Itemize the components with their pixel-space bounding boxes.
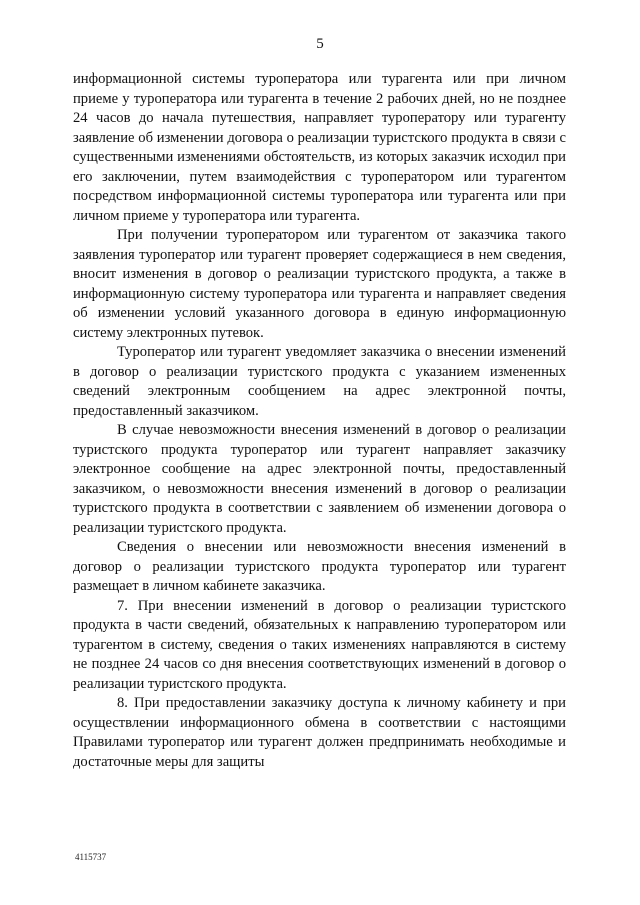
paragraph-clause-8: 8. При предоставлении заказчику доступа к личному кабинету и при осуществлении информационного обмена в соответствии с настоящими Правилами туроператор или турагент должен предпринимать необходимые и достаточные меры для защиты <box>73 695 566 770</box>
document-code: 4115737 <box>75 852 107 862</box>
paragraph-continuation: информационной системы туроператора или турагента или при личном приеме у туроператора или турагента в течение 2 рабочих дней, но не позднее 24 часов до начала путешествия, направляет туроператору или турагенту заявление об изменении договора о реализации туристского продукта в связи с существенными изменениями обстоятельств, из которых заказчик исходил при его заключении, путем взаимодействия с туроператором или турагентом посредством информационной системы туроператора или турагента или при личном приеме у туроператора или турагента. <box>73 71 566 224</box>
paragraph-impossibility: В случае невозможности внесения изменений в договор о реализации туристского продукта туроператор или турагент направляет заказчику электронное сообщение на адрес электронной почты, предоставленный заказчиком, о невозможности внесения изменений в договор о реализации туристского продукта в соответствии с заявлением об изменении договора о реализации туристского продукта. <box>73 422 566 536</box>
paragraph-personal-cabinet: Сведения о внесении или невозможности внесения изменений в договор о реализации туристского продукта туроператор или турагент размещает в личном кабинете заказчика. <box>73 539 566 594</box>
paragraph-clause-7: 7. При внесении изменений в договор о реализации туристского продукта в части сведений, обязательных к направлению туроператором или турагентом в систему, сведения о таких изменениях направляются в систему не позднее 24 часов со дня внесения соответствующих изменений в договор о реализации туристского продукта. <box>73 597 566 692</box>
paragraph-notification: Туроператор или турагент уведомляет заказчика о внесении изменений в договор о реализации туристского продукта с указанием измененных сведений электронным сообщением на адрес электронной почты, предоставленный заказчиком. <box>73 344 566 419</box>
document-body <box>73 70 566 772</box>
paragraph-application-processing: При получении туроператором или турагентом от заказчика такого заявления туроператор или турагент проверяет содержащиеся в нем сведения, вносит изменения в договор о реализации туристского продукта, а также в информационную систему туроператора или турагента и направляет сведения об изменении условий указанного договора в единую информационную систему электронных путевок. <box>73 227 566 341</box>
page-number: 5 <box>316 36 324 52</box>
